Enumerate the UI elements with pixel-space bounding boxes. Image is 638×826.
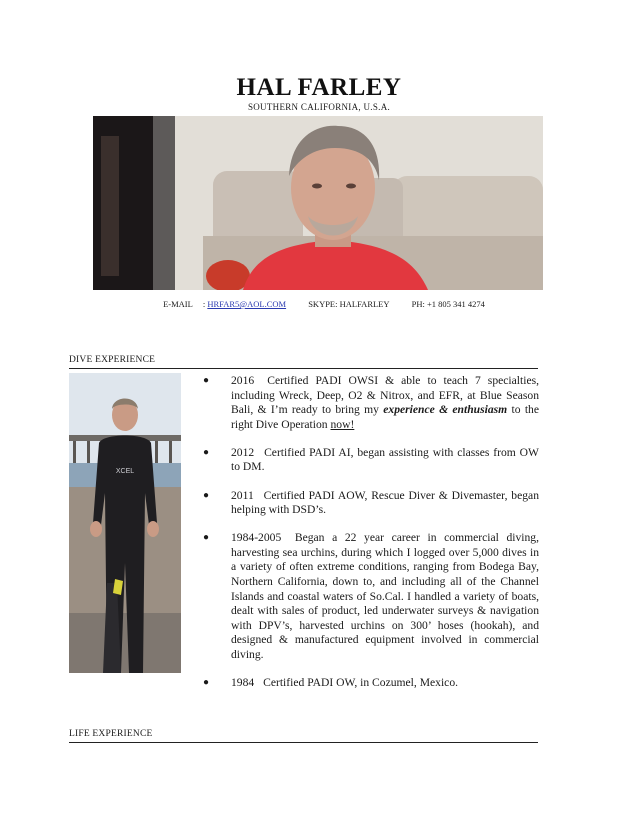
email-label: E-MAIL: [163, 299, 193, 309]
experience-text: Began a 22 year career in commercial diving, harvesting sea urchins, during which I logged over 5,000 dives in a variety of often extreme conditions, ranging from Bodega Bay, Northern California, down to, and including all of the Channel Islands and coastal waters of So.Cal. I handled a variety of boats, dealt with sales of product, led underwater surveys & navigation with DPV’s, harvested urchins on 300’ hoses (hookah), and designed & manufactured equipment involved in commercial diving.: [231, 531, 539, 661]
email-link[interactable]: HRFAR5@AOL.COM: [207, 299, 287, 309]
bullet-icon: ●: [203, 446, 210, 458]
email-field: E-MAIL : HRFAR5@AOL.COM: [163, 299, 287, 309]
experience-text: Certified PADI AI, began assisting with classes from OW to DM.: [231, 445, 539, 474]
experience-text-continued: to the right Dive Operation: [231, 403, 539, 431]
bullet-icon: ●: [203, 489, 210, 501]
experience-underlined: now!: [330, 417, 355, 431]
portrait-photo: [93, 116, 543, 290]
wetsuit-illustration: [69, 373, 181, 673]
section-divider: [69, 742, 538, 743]
experience-text: Certified PADI OW, in Cozumel, Mexico.: [263, 676, 459, 690]
list-item: [197, 676, 539, 691]
experience-year: 2016: [231, 374, 255, 387]
section-title-dive-experience: DIVE EXPERIENCE: [69, 355, 156, 365]
wetsuit-photo: [69, 373, 181, 673]
section-divider: [69, 368, 538, 369]
bullet-icon: ●: [203, 677, 210, 689]
bullet-icon: ●: [203, 532, 210, 544]
list-item: [197, 489, 539, 518]
experience-text: Certified PADI AOW, Rescue Diver & Divemaster, began helping with DSD’s.: [231, 488, 539, 517]
portrait-illustration: [93, 116, 543, 290]
list-item: [197, 531, 539, 662]
phone-field: PH: +1 805 341 4274: [411, 299, 485, 309]
experience-emphasis: experience & enthusiasm: [383, 403, 508, 417]
experience-year: 2011: [231, 488, 254, 502]
contact-line: [0, 299, 638, 309]
experience-year: 1984-2005: [231, 531, 282, 545]
resume-name: HAL FARLEY: [236, 74, 402, 101]
list-item: [197, 374, 539, 432]
section-title-life-experience: LIFE EXPERIENCE: [69, 729, 153, 739]
experience-year: 1984: [231, 676, 255, 690]
resume-location: SOUTHERN CALIFORNIA, U.S.A.: [247, 102, 391, 112]
skype-field: SKYPE: HALFARLEY: [308, 299, 390, 309]
experience-text: Certified PADI OWSI & able to teach 7 specialties, including Wreck, Deep, O2 & Nitrox, and EFR, at Blue Season Bali, & I’m ready to bring my: [231, 374, 539, 417]
bullet-icon: ●: [203, 375, 210, 386]
dive-experience-list: [197, 374, 539, 704]
list-item: [197, 446, 539, 475]
experience-year: 2012: [231, 445, 255, 459]
wetsuit-logo-text: XCEL: [115, 468, 135, 475]
